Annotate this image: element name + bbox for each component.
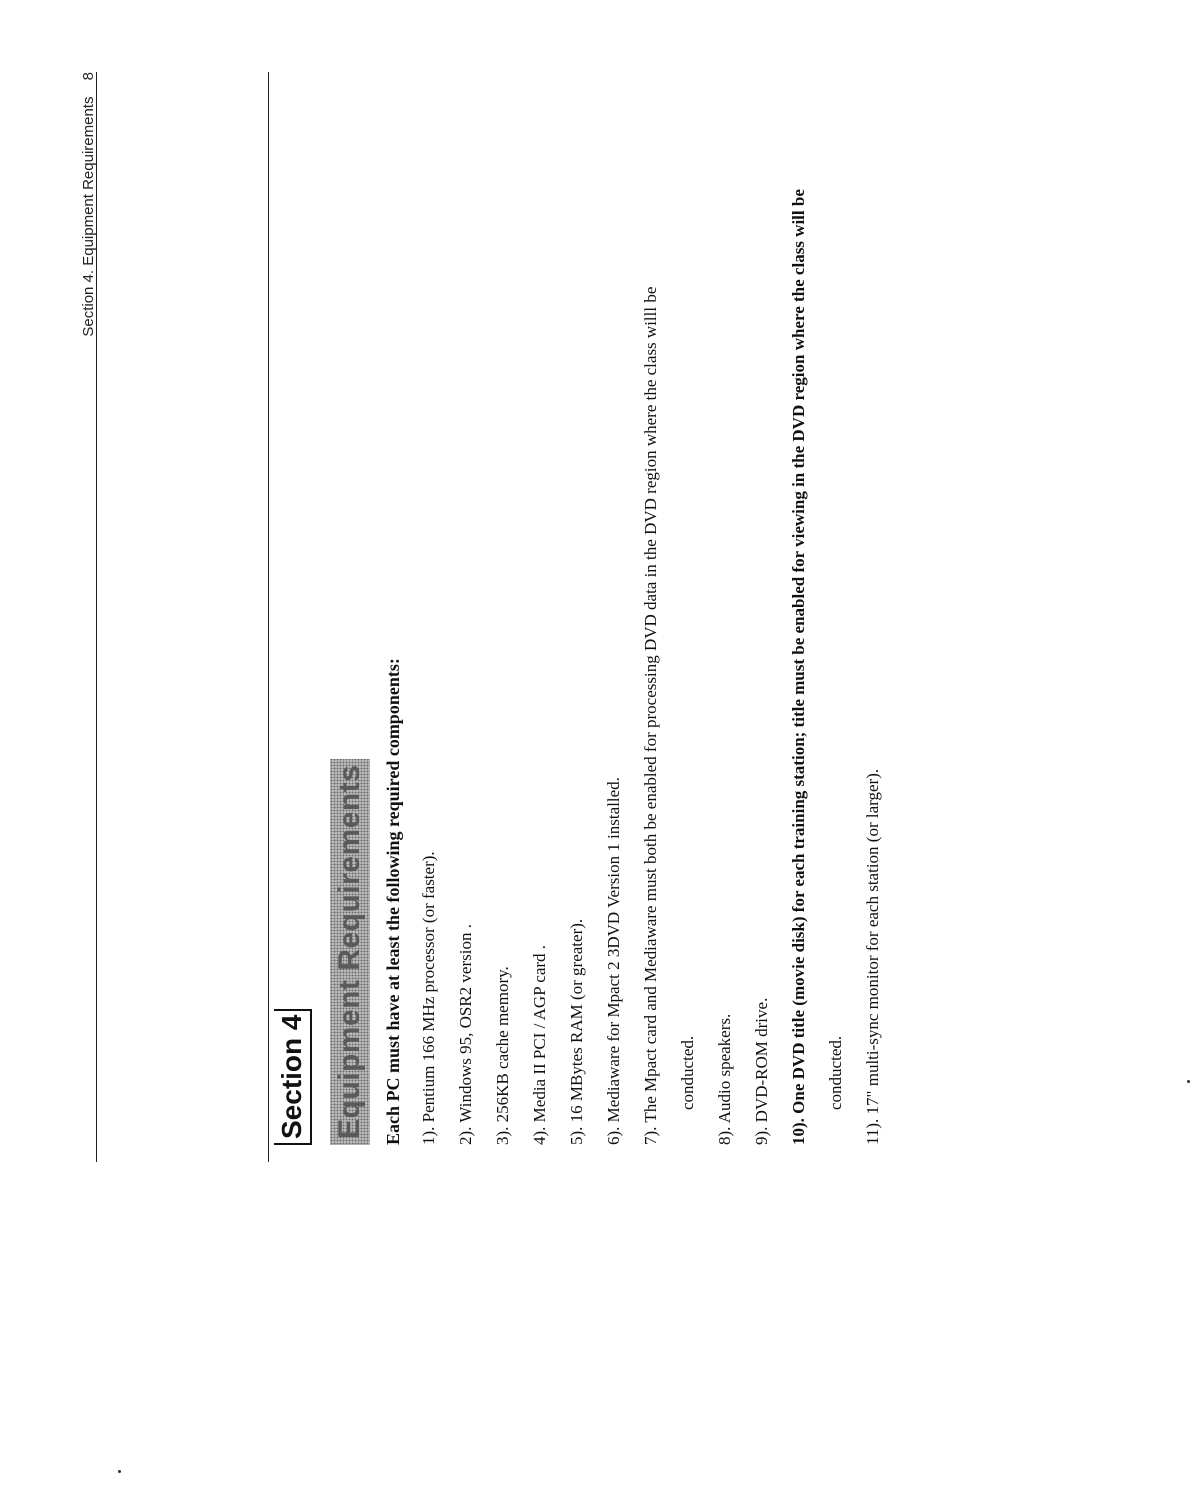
list-item-continuation: conducted.	[826, 1035, 845, 1110]
section-label: Section 4	[274, 1009, 312, 1145]
list-item-text: 6). Mediaware for Mpact 2 3DVD Version 1 installed.	[604, 777, 623, 1145]
list-item-text: 8). Audio speakers.	[715, 1013, 734, 1145]
list-item	[455, 189, 492, 1145]
list-item-text: 10). One DVD title (movie disk) for each training station; title must be enabled for viewing in the DVD region where the class will be	[789, 189, 808, 1145]
intro-text: Each PC must have at least the following required components:	[383, 658, 403, 1145]
list-item	[714, 189, 751, 1145]
list-item-text: 11). 17" multi-sync monitor for each station (or larger).	[863, 768, 882, 1145]
list-item	[640, 189, 714, 1145]
page-number: 8	[80, 72, 97, 81]
scan-speck	[1187, 1080, 1190, 1083]
list-item	[751, 189, 788, 1145]
list-item-text: 9). DVD-ROM drive.	[752, 997, 771, 1145]
list-item	[566, 189, 603, 1145]
list-item	[788, 189, 862, 1145]
list-item-text: 5). 16 MBytes RAM (or greater).	[567, 918, 586, 1145]
list-item-text: 3). 256KB cache memory.	[493, 966, 512, 1145]
list-item	[603, 189, 640, 1145]
list-item	[529, 189, 566, 1145]
running-header	[80, 72, 97, 337]
list-item-continuation: conducted.	[678, 1035, 697, 1110]
list-item-text: 7). The Mpact card and Mediaware must both be enabled for processing DVD data in the DVD region where the class willl be	[641, 286, 660, 1145]
list-item-text: 4). Media II PCI / AGP card .	[530, 944, 549, 1145]
list-item	[418, 189, 455, 1145]
list-item	[492, 189, 529, 1145]
list-item-text: 1). Pentium 166 MHz processor (or faster).	[419, 851, 438, 1145]
running-title: Section 4. Equipment Requirements	[80, 96, 97, 337]
section-rule	[268, 72, 269, 1162]
scan-speck	[118, 1470, 121, 1473]
list-item	[862, 189, 899, 1145]
requirements-list	[418, 189, 899, 1145]
section-heading: Equipment Requirements	[330, 759, 370, 1145]
list-item-text: 2). Windows 95, OSR2 version .	[456, 924, 475, 1145]
